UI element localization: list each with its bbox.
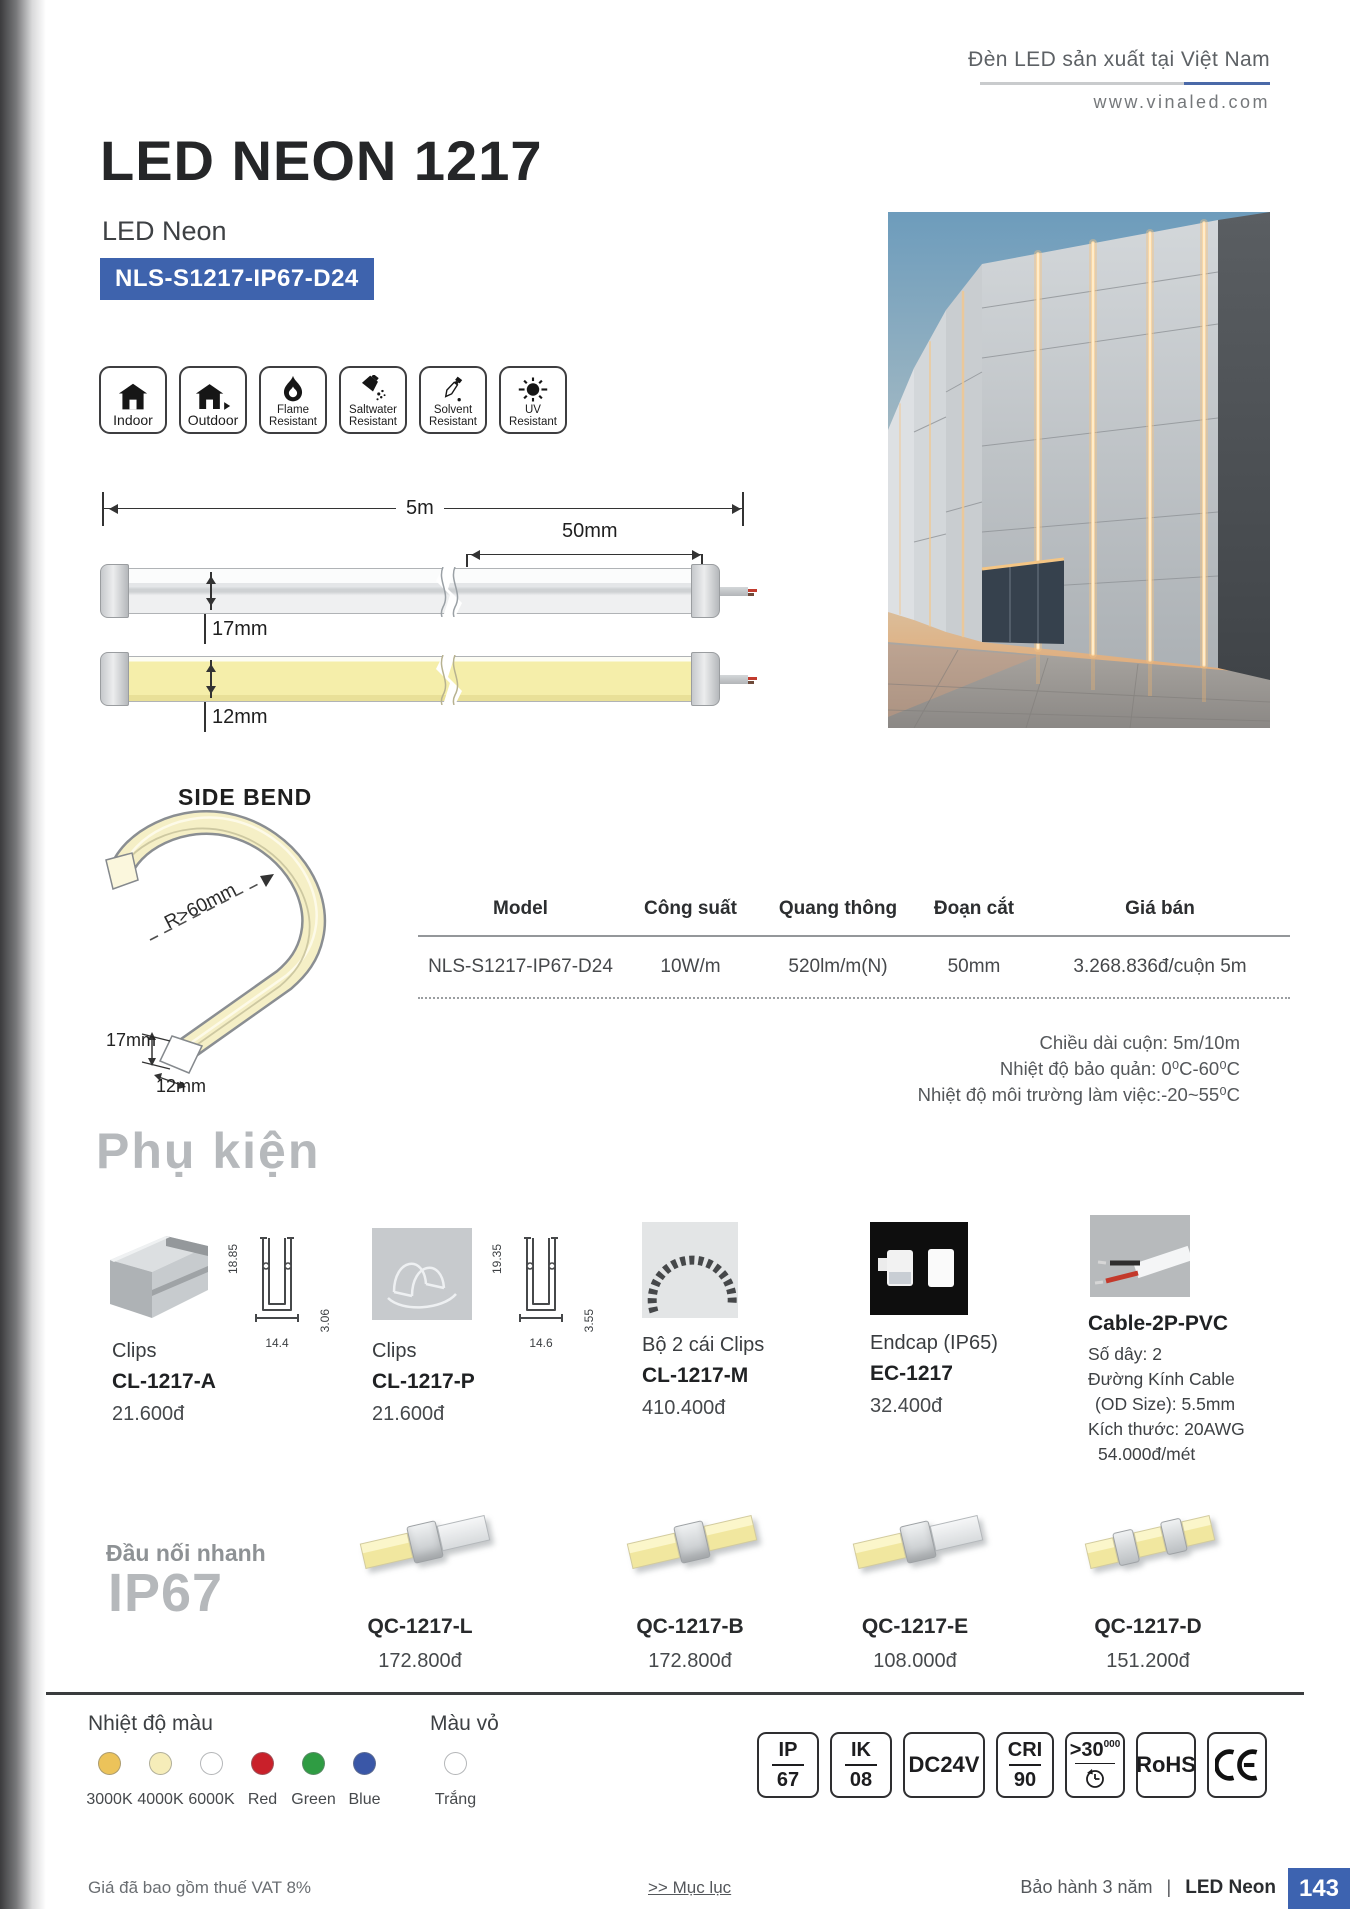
product-photo <box>888 212 1270 728</box>
table-row <box>418 937 1290 999</box>
color-dot <box>353 1752 376 1775</box>
cell-power: 10W/m <box>660 956 721 977</box>
bend-curve <box>90 810 380 1100</box>
rating-badges <box>757 1732 1267 1798</box>
power-wire <box>720 587 748 596</box>
dim-height: 18.85 <box>226 1244 240 1275</box>
clip-cross-section-p <box>486 1230 598 1352</box>
cable-spec-price: 54.000đ/mét <box>1098 1444 1196 1464</box>
note-operating-temp: Nhiệt độ môi trường làm việc:-20~55⁰C <box>917 1084 1240 1105</box>
strip-height-label: 17mm <box>212 618 268 640</box>
badge-dc24v: DC24V <box>903 1732 985 1798</box>
swatch-green: Green <box>288 1752 339 1809</box>
cell-model: NLS-S1217-IP67-D24 <box>428 956 613 977</box>
color-dot <box>98 1752 121 1775</box>
dim-thickness: 3.55 <box>582 1308 596 1332</box>
color-dot <box>200 1752 223 1775</box>
house-arrow-icon <box>195 382 231 412</box>
cable-spec-awg: Kích thước: 20AWG <box>1088 1419 1245 1439</box>
uv-sun-icon <box>517 376 549 403</box>
model-badge: NLS-S1217-IP67-D24 <box>100 258 374 300</box>
badge-cri90: CRI 90 <box>996 1732 1054 1798</box>
toc-link[interactable]: >> Mục lục <box>648 1878 732 1897</box>
spec-table <box>418 898 1290 999</box>
badge-rohs: RoHS <box>1136 1732 1196 1798</box>
shell-color-heading: Màu vỏ <box>430 1712 499 1735</box>
connector-photo-qc1217l <box>365 1486 485 1592</box>
page-tagline: Đèn LED sản xuất tại Việt Nam <box>968 48 1270 71</box>
cable-spec-od1: Đường Kính Cable <box>1088 1369 1235 1389</box>
connector-model: QC-1217-D <box>1094 1615 1202 1638</box>
power-wire <box>720 675 748 684</box>
swatch-red: Red <box>237 1752 288 1809</box>
dimension-diagram <box>100 492 790 742</box>
vat-note: Giá đã bao gồm thuế VAT 8% <box>88 1878 312 1897</box>
cable-spec-od2: (OD Size): 5.5mm <box>1095 1394 1236 1414</box>
bend-width-label: 12mm <box>156 1076 207 1096</box>
connector-photo-qc1217d <box>1090 1486 1210 1592</box>
product-subtitle: LED Neon <box>102 216 227 246</box>
cert-flame-resistant: Flame Resistant <box>259 366 327 434</box>
cable-spec-wires: Số dây: 2 <box>1088 1344 1162 1364</box>
accessories-heading: Phụ kiện <box>96 1123 321 1179</box>
accessory-cl1217p: Clips CL-1217-P 21.600đ <box>372 1340 475 1425</box>
footer-right <box>1020 1877 1276 1899</box>
dim-thickness: 3.06 <box>318 1308 332 1332</box>
connector-photo-qc1217e <box>858 1486 978 1592</box>
cert-uv-resistant: UV Resistant <box>499 366 567 434</box>
dim-height: 19.35 <box>490 1244 504 1275</box>
col-price: Giá bán <box>1125 898 1195 919</box>
strip-side-view <box>100 568 748 614</box>
dim-width: 14.6 <box>529 1336 553 1350</box>
color-dot <box>149 1752 172 1775</box>
shell-color-swatches <box>430 1752 481 1809</box>
accessory-photo-cl1217p <box>372 1228 472 1325</box>
break-mark <box>433 567 463 617</box>
cell-flux: 520lm/m(N) <box>788 956 888 977</box>
cert-solvent-resistant: Solvent Resistant <box>419 366 487 434</box>
accessory-photo-ec1217 <box>870 1222 968 1320</box>
connector-price: 108.000đ <box>873 1650 957 1672</box>
page-number: 143 <box>1288 1868 1350 1909</box>
connector-model: QC-1217-E <box>861 1615 969 1638</box>
strip-front-view <box>100 656 748 702</box>
accessory-photo-cable <box>1090 1215 1190 1302</box>
spec-table-header <box>418 898 1290 937</box>
cert-label: UV <box>525 403 541 416</box>
accessory-photo-cl1217m <box>642 1222 738 1323</box>
category-label: LED Neon <box>1185 1877 1276 1898</box>
swatch-4000k: 4000K <box>135 1752 186 1809</box>
tagline-underline <box>980 82 1270 85</box>
color-dot <box>251 1752 274 1775</box>
accessory-cl1217a: Clips CL-1217-A 21.600đ <box>112 1340 216 1425</box>
cert-indoor <box>99 366 167 434</box>
section-divider <box>46 1692 1304 1695</box>
accessory-cable: Cable-2P-PVC Số dây: 2 Đường Kính Cable (OD Size): 5.5mm Kích thước: 20AWG 54.000đ/mét <box>1088 1312 1338 1467</box>
note-roll-length: Chiều dài cuộn: 5m/10m <box>1039 1032 1240 1053</box>
footer-separator: | <box>1166 1877 1172 1897</box>
dim-width: 14.4 <box>265 1336 289 1350</box>
channel-profile-icon <box>512 1230 570 1330</box>
saltwater-icon <box>358 375 388 403</box>
col-power: Công suất <box>644 898 737 919</box>
cut-dim-line <box>466 554 702 555</box>
swatch-white-shell: Trắng <box>430 1752 481 1809</box>
swatch-3000k: 3000K <box>84 1752 135 1809</box>
badge-ce <box>1207 1732 1267 1798</box>
connector-price: 151.200đ <box>1106 1650 1190 1672</box>
house-icon <box>118 382 148 412</box>
color-temp-heading: Nhiệt độ màu <box>88 1712 213 1735</box>
color-temp-swatches <box>84 1752 390 1809</box>
strip-endcap <box>691 564 720 618</box>
cut-length-label: 50mm <box>552 520 628 543</box>
page-binding-shadow <box>0 0 46 1909</box>
bend-height-label: 17mm <box>106 1030 157 1050</box>
ce-mark-icon <box>1215 1748 1259 1782</box>
cert-saltwater-resistant: Saltwater Resistant <box>339 366 407 434</box>
strip-endcap <box>100 564 129 618</box>
website-link[interactable]: www.vinaled.com <box>1093 92 1270 112</box>
certification-icons <box>99 366 567 434</box>
channel-profile-icon <box>248 1230 306 1330</box>
badge-ik08: IK 08 <box>830 1732 892 1798</box>
accessory-cl1217m: Bộ 2 cái Clips CL-1217-M 410.400đ <box>642 1334 765 1419</box>
connector-price: 172.800đ <box>648 1650 732 1672</box>
cert-label: Solvent <box>433 403 473 416</box>
connectors-ip-rating: IP67 <box>108 1563 224 1623</box>
flame-icon <box>279 375 307 403</box>
tagline-underline-accent <box>1184 82 1270 85</box>
connector-model: QC-1217-B <box>636 1615 744 1638</box>
total-length-label: 5m <box>396 497 444 520</box>
col-cut: Đoạn cắt <box>933 898 1015 919</box>
bend-radius-label: R>60mm <box>161 879 240 934</box>
side-bend-title: SIDE BEND <box>178 784 313 810</box>
warranty-text: Bảo hành 3 năm <box>1020 1877 1153 1897</box>
building-facade-photo <box>888 212 1270 728</box>
connector-price: 172.800đ <box>378 1650 462 1672</box>
connectors-label: Đầu nối nhanh <box>106 1540 266 1566</box>
spec-notes <box>418 1030 1240 1108</box>
col-model: Model <box>493 898 548 919</box>
cert-label: Indoor <box>113 412 153 429</box>
accessory-ec1217: Endcap (IP65) EC-1217 32.400đ <box>870 1332 998 1417</box>
swatch-blue: Blue <box>339 1752 390 1809</box>
page-title: LED NEON 1217 <box>100 129 543 192</box>
color-dot <box>302 1752 325 1775</box>
strip-endcap <box>691 652 720 706</box>
note-storage-temp: Nhiệt độ bảo quản: 0⁰C-60⁰C <box>999 1058 1240 1079</box>
connector-model: QC-1217-L <box>367 1615 473 1638</box>
cell-price: 3.268.836đ/cuộn 5m <box>1073 956 1247 977</box>
badge-lifetime: $>30^{000}$ <box>1065 1732 1125 1798</box>
accessory-photo-cl1217a <box>104 1228 214 1328</box>
badge-ip67: IP 67 <box>757 1732 819 1798</box>
cell-cut: 50mm <box>947 956 1001 977</box>
side-bend-diagram <box>90 780 380 1100</box>
cert-label: Outdoor <box>187 412 239 429</box>
break-mark <box>433 655 463 705</box>
cert-label: Flame <box>277 403 309 416</box>
connector-photo-qc1217b <box>632 1486 752 1592</box>
lifetime-clock-icon <box>1083 1766 1107 1790</box>
clip-cross-section-a <box>222 1230 334 1352</box>
strip-endcap <box>100 652 129 706</box>
strip-width-label: 12mm <box>212 706 268 728</box>
color-dot <box>444 1752 467 1775</box>
col-flux: Quang thông <box>778 898 898 919</box>
solvent-dropper-icon <box>439 375 467 403</box>
swatch-6000k: 6000K <box>186 1752 237 1809</box>
cert-label: Saltwater <box>349 403 397 416</box>
cert-outdoor <box>179 366 247 434</box>
